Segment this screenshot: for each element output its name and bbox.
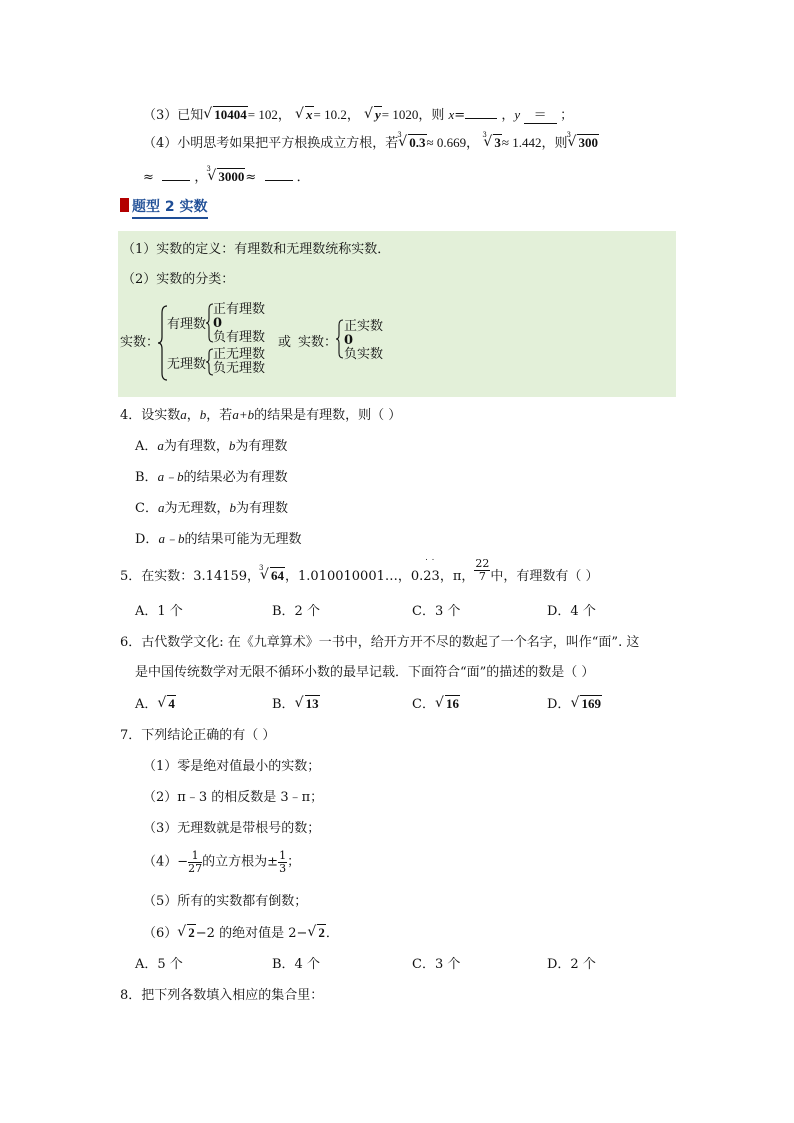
cbrt-300 <box>566 131 599 150</box>
blank-y-mark: ＝ <box>524 108 557 124</box>
q4-end: ． <box>296 170 310 185</box>
question-7-stem: 7．下列结论正确的有（ ） <box>120 728 276 743</box>
q7-option-d[interactable]: D．2 个 <box>547 957 596 972</box>
q7-statement-3: （3）无理数就是带根号的数； <box>143 821 321 836</box>
radicand: 64 <box>271 568 285 583</box>
option-text: 为有理数， <box>163 439 229 454</box>
radicand: 300 <box>578 135 598 150</box>
option-letter: C． <box>412 697 435 712</box>
var-y: y <box>514 107 521 122</box>
cbrt-0.3 <box>397 131 426 150</box>
radicand: 3 <box>494 135 501 150</box>
blank-cbrt-300[interactable] <box>162 168 190 181</box>
q7-option-b[interactable]: B．4 个 <box>272 957 320 972</box>
q4-sep: ， <box>194 170 208 185</box>
brace-real2-icon <box>336 319 344 359</box>
zero-real: 0 <box>344 333 354 348</box>
pos-real: 正实数 <box>344 319 384 334</box>
blank-cbrt-3000[interactable] <box>265 168 293 181</box>
option-text: 为有理数 <box>235 439 288 454</box>
radicand: 0.3 <box>409 135 426 150</box>
denominator: 7 <box>478 570 486 583</box>
neg-real: 负实数 <box>344 347 384 362</box>
denominator: 3 <box>279 861 287 875</box>
q6-option-c[interactable] <box>412 697 460 711</box>
q4b-stem-a: 4．设实数 <box>120 408 181 423</box>
cbrt-64 <box>259 564 285 583</box>
question-8-stem: 8．把下列各数填入相应的集合里： <box>120 988 324 1003</box>
denominator: 27 <box>188 861 203 875</box>
q3-sep: ， <box>501 108 515 123</box>
q4b-stem-b: ，若 <box>206 408 233 423</box>
question-5-stem <box>120 557 599 584</box>
q5-option-a[interactable]: A．1 个 <box>135 604 183 619</box>
radicand: 169 <box>581 696 601 711</box>
cbrt-3 <box>482 131 502 150</box>
fraction-1-27 <box>188 850 202 874</box>
q4-approx2: ≈ <box>245 170 257 185</box>
fraction-22-7 <box>474 558 490 582</box>
option-letter: D． <box>135 532 159 547</box>
pos-irrational: 正无理数 <box>213 347 266 362</box>
sqrt-y <box>365 108 382 122</box>
option-letter: B． <box>135 470 158 485</box>
q5-option-b[interactable]: B．2 个 <box>272 604 320 619</box>
expr-a-minus-b: a﹣b <box>158 531 185 546</box>
q4b-comma: ， <box>186 408 200 423</box>
rational-label: 有理数 <box>167 317 207 332</box>
q6-option-a[interactable] <box>135 697 176 711</box>
q5-t2: ，π， <box>439 569 475 584</box>
numerator: 1 <box>279 849 287 862</box>
s6-end: ． <box>325 926 339 941</box>
pos-rational: 正有理数 <box>213 302 266 317</box>
question-6-line2: 是中国传统数学对无限不循环小数的最早记载．下面符合“面”的描述的数是（ ） <box>135 665 595 680</box>
var-a: a <box>157 500 165 515</box>
option-text: 的结果必为有理数 <box>183 470 288 485</box>
sqrt-2-b <box>308 926 326 940</box>
q4-t1: ≈ 0.669， <box>426 135 480 150</box>
q3-eq3: = 1020，则 <box>381 107 445 122</box>
var-b: b <box>229 500 236 515</box>
var-a: a <box>180 407 187 422</box>
root-index: √ 3 <box>566 131 571 139</box>
option-letter: C． <box>135 501 158 516</box>
q5-t1: ，1.010010001…，0. <box>285 569 424 584</box>
q5-t3: 中，有理数有（ ） <box>490 569 599 584</box>
root-index: √ 3 <box>482 131 487 139</box>
option-text: 为无理数， <box>164 501 230 516</box>
radicand: x <box>306 107 313 122</box>
q4-approx: ≈ <box>143 170 154 185</box>
s4-mid: 的立方根为± <box>202 854 279 870</box>
s6-mid: −2 的绝对值是 2− <box>195 926 308 941</box>
q6-option-b[interactable] <box>272 697 320 711</box>
q7-option-c[interactable]: C．3 个 <box>412 957 461 972</box>
box-line1: （1）实数的定义：有理数和无理数统称实数． <box>122 242 391 257</box>
sqrt-x <box>296 108 314 122</box>
radicand: 16 <box>445 696 459 711</box>
option-letter: A． <box>135 439 158 454</box>
q4-option-d[interactable] <box>135 532 301 546</box>
irrational-label: 无理数 <box>167 357 207 372</box>
question-3-line <box>143 106 573 122</box>
numerator: 1 <box>188 850 202 863</box>
radicand: 3000 <box>218 169 245 184</box>
root-index: √ 3 <box>259 564 264 572</box>
sqrt-4 <box>158 697 176 711</box>
option-letter: A． <box>135 697 158 712</box>
q7-statement-6 <box>143 926 339 940</box>
repeat-dots-icon: ˙˙ <box>424 559 438 569</box>
fraction-1-3 <box>278 850 287 874</box>
radicand: y <box>375 107 381 122</box>
q4-option-b[interactable] <box>135 470 288 484</box>
q7-statement-4 <box>143 850 300 874</box>
q5-option-d[interactable]: D．4 个 <box>547 604 596 619</box>
real-label: 实数： <box>120 335 160 350</box>
sqrt-169 <box>571 697 602 711</box>
option-text: 的结果可能为无理数 <box>184 532 302 547</box>
option-letter: D． <box>547 697 571 712</box>
q7-statement-5: （5）所有的实数都有倒数； <box>143 894 308 909</box>
section-marker-icon <box>120 198 129 212</box>
var-b: b <box>228 438 236 453</box>
q3-end: ； <box>560 108 574 123</box>
expr-a-minus-b: a﹣b <box>157 469 184 484</box>
zero-rational: 0 <box>213 316 223 331</box>
sqrt-13 <box>296 697 320 711</box>
radicand: 2 <box>318 925 325 940</box>
cbrt-3000 <box>206 165 245 184</box>
neg-rational: 负有理数 <box>213 330 266 345</box>
or-label: 或 <box>278 335 292 350</box>
q7-option-a[interactable]: A．5 个 <box>135 957 183 972</box>
question-4-line1 <box>143 131 599 151</box>
q4-label: （4）小明思考如果把平方根换成立方根，若 <box>143 136 399 151</box>
blank-x[interactable] <box>465 106 497 119</box>
q4-t2: ≈ 1.442，则 <box>501 135 568 150</box>
s6-pre: （6） <box>143 926 178 941</box>
question-6-line1: 6．古代数学文化: 在《九章算术》一书中，给开方开不尽的数起了一个名字，叫作“面”. 这 <box>120 635 640 650</box>
option-letter: B． <box>272 697 295 712</box>
q4b-stem-c: 的结果是有理数，则（ ） <box>254 408 402 423</box>
q3-eq1: = 102， <box>247 107 291 122</box>
numerator: 22 <box>475 557 490 571</box>
q4-option-a[interactable] <box>135 439 287 453</box>
question-4-line2 <box>143 165 310 185</box>
sqrt-16 <box>436 697 460 711</box>
q7-statement-1: （1）零是绝对值最小的实数； <box>143 759 321 774</box>
blank-y[interactable] <box>520 109 560 121</box>
root-index: √ 3 <box>206 165 211 173</box>
repeating-digits <box>423 559 440 584</box>
radicand: 13 <box>305 696 319 711</box>
expr-a-plus-b: a+b <box>232 407 255 422</box>
box-line2: （2）实数的分类： <box>122 272 235 287</box>
radicand: 4 <box>168 696 175 711</box>
q7-statement-2: （2）π﹣3 的相反数是 3﹣π； <box>143 790 324 805</box>
q3-eqx: = <box>454 108 466 123</box>
knowledge-box <box>118 231 676 397</box>
var-b: b <box>199 407 207 422</box>
q4-option-c[interactable] <box>135 501 288 515</box>
q6-option-d[interactable] <box>547 697 602 711</box>
q3-label: （3）已知 <box>143 108 204 123</box>
q5-stem: 5．在实数：3.14159， <box>120 569 261 584</box>
s4-end: ； <box>287 854 301 870</box>
real-label-2: 实数： <box>298 335 338 350</box>
var-x: x <box>448 107 455 122</box>
sqrt-10404 <box>204 108 248 122</box>
radicand: 2 <box>188 925 195 940</box>
s4-pre: （4）− <box>143 854 189 870</box>
var-a: a <box>157 438 164 453</box>
repeat-digits: 23 <box>423 569 440 584</box>
radicand: 10404 <box>214 107 247 122</box>
option-text: 为有理数 <box>235 501 288 516</box>
root-index: √ 3 <box>397 131 402 139</box>
neg-irrational: 负无理数 <box>213 361 266 376</box>
question-4-stem <box>120 408 401 422</box>
q3-eq2: = 10.2， <box>313 107 360 122</box>
q5-option-c[interactable]: C．3 个 <box>412 604 461 619</box>
section-title: 题型 2 实数 <box>132 196 208 219</box>
sqrt-2 <box>178 926 196 940</box>
